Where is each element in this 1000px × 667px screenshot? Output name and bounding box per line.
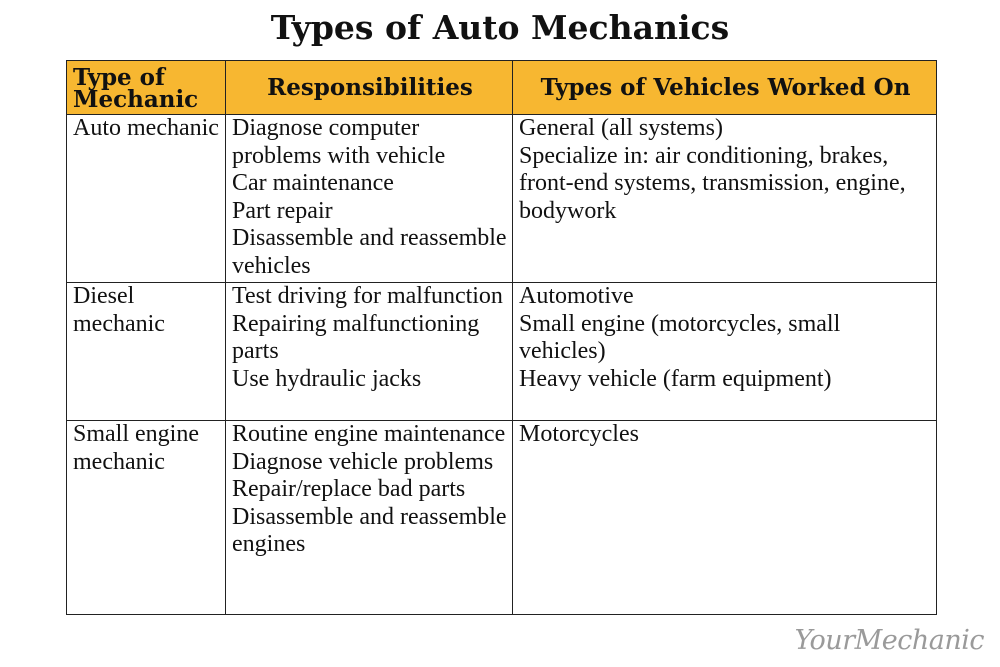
table-row (67, 421, 937, 615)
responsibility-item: Test driving for malfunction (232, 283, 503, 309)
vehicles-cell (513, 283, 937, 421)
vehicle-item: Small engine (motorcycles, small vehicles) (519, 310, 841, 364)
responsibility-item: Routine engine maintenance (232, 421, 506, 447)
responsibility-item: Car maintenance (232, 170, 394, 196)
header-types-of-vehicles: Types of Vehicles Worked On (513, 61, 937, 115)
header-type-of-mechanic: Type of Mechanic (67, 61, 226, 115)
vehicles-cell (513, 421, 937, 615)
vehicle-item: Motorcycles (519, 421, 639, 447)
mechanic-type: Diesel mechanic (73, 283, 165, 337)
responsibilities-cell (226, 421, 513, 615)
page-title: Types of Auto Mechanics (270, 8, 730, 47)
responsibility-item: Diagnose computer problems with vehicle (232, 115, 446, 169)
mechanic-type-cell (67, 283, 226, 421)
responsibilities-cell (226, 115, 513, 283)
mechanic-type: Small engine mechanic (73, 421, 199, 475)
vehicle-item: Heavy vehicle (farm equipment) (519, 365, 832, 392)
responsibility-item: Diagnose vehicle problems (232, 448, 494, 475)
mechanic-type-cell (67, 115, 226, 283)
table-header-row (67, 61, 937, 115)
mechanic-type: Auto mechanic (73, 115, 219, 141)
table-row (67, 283, 937, 421)
table-row (67, 115, 937, 283)
responsibility-item: Repair/replace bad parts (232, 476, 466, 502)
responsibility-item: Disassemble and reassemble engines (232, 503, 507, 557)
responsibility-item: Use hydraulic jacks (232, 365, 422, 392)
mechanic-type-cell (67, 421, 226, 615)
mechanics-table (66, 60, 937, 615)
responsibilities-cell (226, 283, 513, 421)
responsibility-item: Repairing malfunctioning parts (232, 310, 480, 364)
vehicle-item: General (all systems) (519, 115, 723, 141)
yourmechanic-logo: YourMechanic (794, 625, 984, 656)
vehicle-item: Specialize in: air conditioning, brakes, front-end systems, transmission, engine, bodywork (519, 142, 906, 224)
header-responsibilities: Responsibilities (226, 61, 513, 115)
responsibility-item: Disassemble and reassemble vehicles (232, 225, 507, 279)
responsibility-item: Part repair (232, 197, 333, 224)
vehicle-item: Automotive (519, 283, 634, 309)
vehicles-cell (513, 115, 937, 283)
